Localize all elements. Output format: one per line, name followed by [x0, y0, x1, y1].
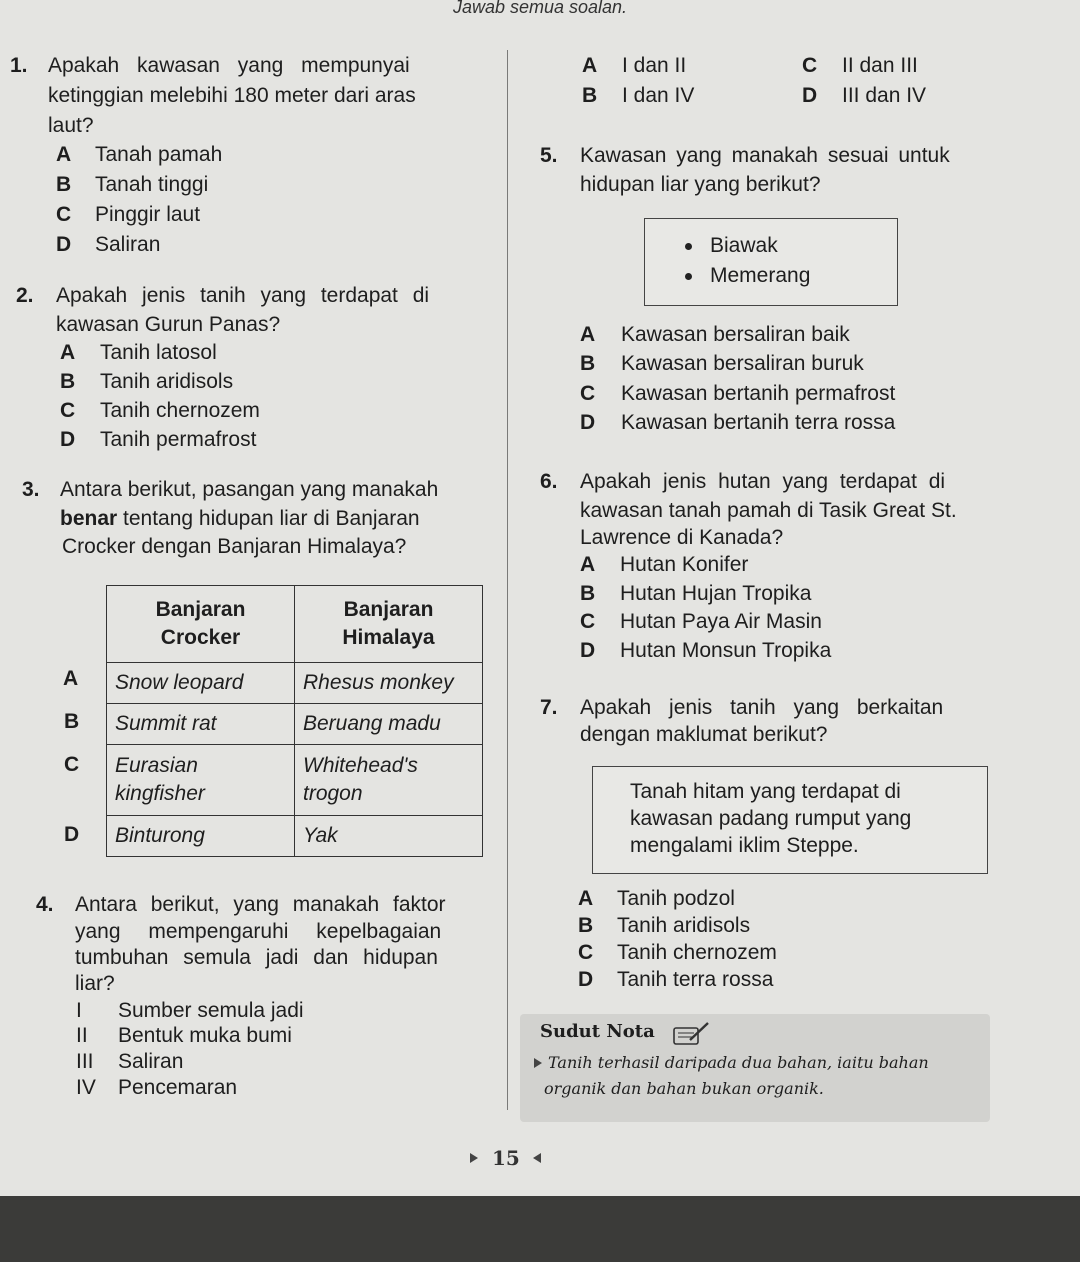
q7-option-key: B: [578, 914, 594, 937]
q2-option-text: Tanih chernozem: [100, 399, 260, 422]
q4-number: 4.: [36, 893, 54, 916]
q4-option-key: B: [582, 84, 598, 107]
q7-option-key: C: [578, 941, 594, 964]
q2-text-line: Apakah jenis tanih yang terdapat di: [56, 284, 430, 307]
table-cell: Rhesus monkey: [295, 663, 483, 704]
q7-option-key: D: [578, 968, 594, 991]
nota-title: Sudut Nota: [540, 1021, 655, 1042]
sudut-nota-box: [520, 1014, 990, 1122]
table-row: [107, 745, 483, 816]
table-header-crocker: Banjaran Crocker: [107, 586, 295, 663]
q1-option-key: B: [56, 173, 72, 196]
q2-option-key: A: [60, 341, 76, 364]
q1-number: 1.: [10, 54, 28, 77]
arrow-left-icon: [533, 1153, 541, 1163]
table-header-himalaya: Banjaran Himalaya: [295, 586, 483, 663]
q7-box-line: Tanah hitam yang terdapat di: [630, 780, 901, 803]
q6-number: 6.: [540, 470, 558, 493]
q7-text-line: Apakah jenis tanih yang berkaitan: [580, 696, 944, 719]
q6-option-key: A: [580, 553, 596, 576]
nota-text-line: Tanih terhasil daripada dua bahan, iaitu bahan: [548, 1053, 929, 1072]
q2-option-key: D: [60, 428, 76, 451]
q1-option-key: C: [56, 203, 72, 226]
q2-option-text: Tanih latosol: [100, 341, 217, 364]
q4-item-key: II: [76, 1024, 88, 1047]
q1-text-line: laut?: [48, 114, 94, 137]
bullet-icon: [685, 273, 692, 280]
q6-option-text: Hutan Monsun Tropika: [620, 639, 832, 662]
table-cell: Whitehead's trogon: [295, 745, 483, 816]
q5-option-text: Kawasan bersaliran baik: [621, 323, 850, 346]
q1-option-text: Saliran: [95, 233, 161, 256]
q4-text-line: yang mempengaruhi kepelbagaian: [75, 920, 442, 943]
q7-option-text: Tanih aridisols: [617, 914, 751, 937]
q4-text-line: tumbuhan semula jadi dan hidupan: [75, 946, 438, 969]
q3-option-key: D: [64, 823, 80, 846]
table-cell: Summit rat: [107, 704, 295, 745]
table-header-row: [107, 586, 483, 663]
q3-text-line: Crocker dengan Banjaran Himalaya?: [62, 535, 407, 558]
table-cell: Beruang madu: [295, 704, 483, 745]
arrow-right-icon: [534, 1058, 542, 1068]
nota-text-line: organik dan bahan bukan organik.: [544, 1079, 824, 1098]
q4-option-text: I dan IV: [622, 84, 695, 107]
q4-item-text: Sumber semula jadi: [118, 999, 304, 1022]
q5-option-key: A: [580, 323, 596, 346]
q3-bold-word: benar: [60, 507, 118, 530]
q5-number: 5.: [540, 144, 558, 167]
q3-text-line: tentang hidupan liar di Banjaran: [123, 507, 420, 530]
q3-option-key: A: [63, 667, 79, 690]
q1-text-line: Apakah kawasan yang mempunyai: [48, 54, 410, 77]
q5-text-line: hidupan liar yang berikut?: [580, 173, 821, 196]
table-cell: Snow leopard: [107, 663, 295, 704]
bullet-icon: [685, 243, 692, 250]
q3-number: 3.: [22, 478, 40, 501]
q1-option-key: D: [56, 233, 72, 256]
q1-option-text: Tanah tinggi: [95, 173, 209, 196]
q6-option-key: B: [580, 582, 596, 605]
q1-text-line: ketinggian melebihi 180 meter dari aras: [48, 84, 416, 107]
table-row: [107, 704, 483, 745]
q5-option-text: Kawasan bertanih permafrost: [621, 382, 896, 405]
q2-option-text: Tanih aridisols: [100, 370, 234, 393]
q6-option-text: Hutan Paya Air Masin: [620, 610, 822, 633]
q7-box-line: mengalami iklim Steppe.: [630, 834, 859, 857]
q4-option-text: II dan III: [842, 54, 918, 77]
q4-item-key: III: [76, 1050, 94, 1073]
q1-option-text: Tanah pamah: [95, 143, 223, 166]
q4-option-text: I dan II: [622, 54, 687, 77]
table-row: [107, 816, 483, 857]
q4-item-key: IV: [76, 1076, 96, 1099]
q4-text-line: liar?: [75, 972, 115, 995]
q6-text-line: kawasan tanah pamah di Tasik Great St.: [580, 499, 957, 522]
q2-number: 2.: [16, 284, 34, 307]
q4-text-line: Antara berikut, yang manakah faktor: [75, 893, 446, 916]
q4-option-key: D: [802, 84, 818, 107]
q7-text-line: dengan maklumat berikut?: [580, 723, 828, 746]
q3-wildlife-table: [106, 585, 483, 857]
q5-box-item: Memerang: [710, 264, 811, 287]
q6-text-line: Apakah jenis hutan yang terdapat di: [580, 470, 946, 493]
q7-option-text: Tanih terra rossa: [617, 968, 774, 991]
page-number: 15: [492, 1146, 520, 1170]
background-surface: [0, 1196, 1080, 1262]
q6-option-key: C: [580, 610, 596, 633]
q5-option-key: C: [580, 382, 596, 405]
q2-option-key: C: [60, 399, 76, 422]
q4-item-key: I: [76, 999, 82, 1022]
instruction-header: Jawab semua soalan.: [452, 0, 628, 14]
q4-option-text: III dan IV: [842, 84, 927, 107]
q5-box-item: Biawak: [710, 234, 778, 257]
table-cell: Eurasian kingfisher: [107, 745, 295, 816]
q2-text-line: kawasan Gurun Panas?: [56, 313, 281, 336]
table-row: [107, 663, 483, 704]
column-divider: [507, 50, 508, 1110]
q5-option-key: B: [580, 352, 596, 375]
q4-item-text: Bentuk muka bumi: [118, 1024, 292, 1047]
q6-option-text: Hutan Hujan Tropika: [620, 582, 812, 605]
q7-option-text: Tanih podzol: [617, 887, 735, 910]
q5-option-text: Kawasan bertanih terra rossa: [621, 411, 896, 434]
q7-box-line: kawasan padang rumput yang: [630, 807, 912, 830]
q3-text-line: Antara berikut, pasangan yang manakah: [60, 478, 439, 501]
q6-option-text: Hutan Konifer: [620, 553, 749, 576]
q2-option-text: Tanih permafrost: [100, 428, 257, 451]
arrow-right-icon: [470, 1153, 478, 1163]
q5-text-line: Kawasan yang manakah sesuai untuk: [580, 144, 950, 167]
table-cell: Binturong: [107, 816, 295, 857]
q1-option-text: Pinggir laut: [95, 203, 201, 226]
q7-option-text: Tanih chernozem: [617, 941, 777, 964]
q7-number: 7.: [540, 696, 558, 719]
q5-option-text: Kawasan bersaliran buruk: [621, 352, 864, 375]
q6-option-key: D: [580, 639, 596, 662]
notebook-pencil-icon: [670, 1020, 712, 1046]
q2-option-key: B: [60, 370, 76, 393]
q7-option-key: A: [578, 887, 594, 910]
q4-option-key: A: [582, 54, 598, 77]
q4-item-text: Pencemaran: [118, 1076, 238, 1099]
q4-item-text: Saliran: [118, 1050, 184, 1073]
q4-option-key: C: [802, 54, 818, 77]
table-cell: Yak: [295, 816, 483, 857]
q6-text-line: Lawrence di Kanada?: [580, 526, 784, 549]
q5-option-key: D: [580, 411, 596, 434]
q3-option-key: C: [64, 753, 80, 776]
q3-option-key: B: [64, 710, 80, 733]
q1-option-key: A: [56, 143, 72, 166]
